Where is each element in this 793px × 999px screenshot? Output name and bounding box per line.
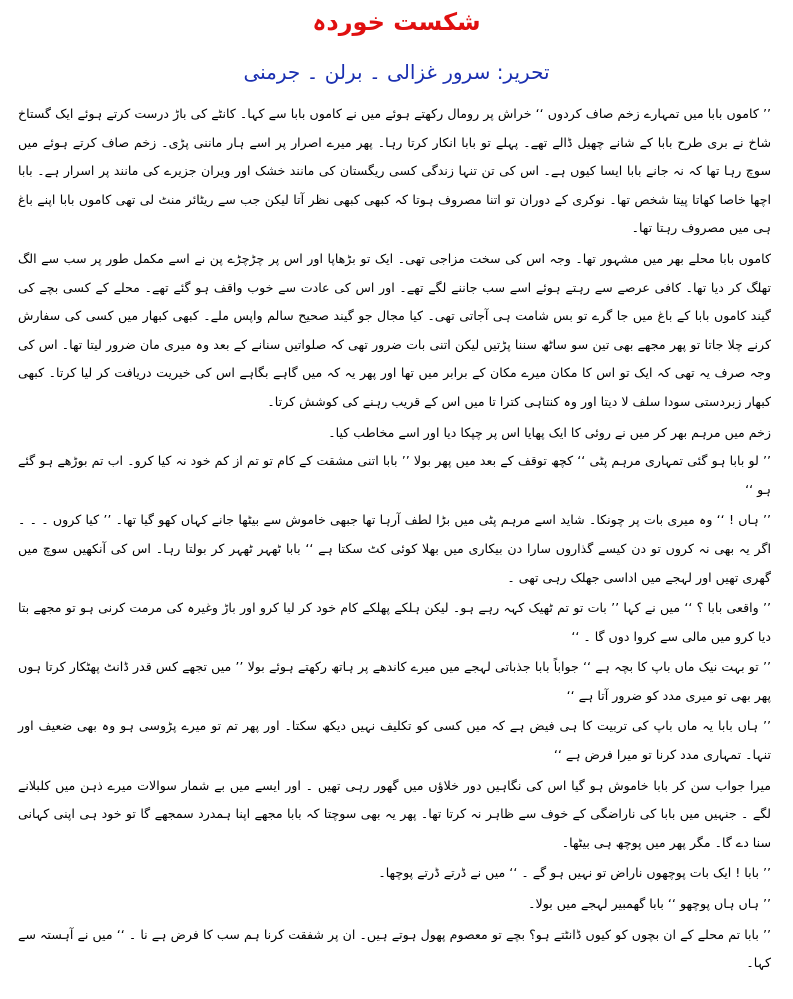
paragraph: ’’ ہاں ہاں پوچھو ‘‘ بابا گھمبیر لہجے میں بولا۔ — [528, 896, 771, 912]
paragraph: ’’ ہاں بابا یہ ماں باپ کی تربیت کا ہی فیض ہے کہ میں کسی کو تکلیف نہیں دیکھ سکتا۔ اور پھر تم تو میرے پڑوسی ہو وہ بھی ضعیف اور تنہا۔ تمہاری مدد کرنا تو میرا فرض ہے ‘‘ — [18, 718, 771, 763]
paragraph: میرا جواب سن کر بابا خاموش ہو گیا اس کی نگاہیں دور خلاؤں میں گھور رہی تھیں ۔ اور ایسے میں بے شمار سوالات میرے ذہن میں کلبلانے لگے ۔ جنہیں میں بابا کی ناراضگی کے خوف سے ظاہر نہ کرتا تھا۔ پھر یہ بھی سوچتا کہ بابا مجھے اپنا ہمدرد سمجھے گا تو خود ہی اپنی کہانی سنا دے گا۔ مگر پھر میں پوچھ ہی بیٹھا۔ — [18, 777, 771, 850]
paragraph: ’’ ہاں ! ‘‘ وہ میری بات پر چونکا۔ شاید اسے مرہم پٹی میں بڑا لطف آرہا تھا جبھی خاموش سے بیٹھا جانے کہاں کھو گیا تھا۔ ’’ کیا کروں ۔ ۔ ۔ اگر یہ بھی نہ کروں تو دن کیسے گذاروں سارا دن بیکاری میں بھلا کوئی کٹ سکتا ہے ‘‘ بابا ٹھہر ٹھہر کر بولتا رہا۔ اس کی آنکھیں سوچ میں گھری تھیں اور لہجے میں اداسی جھلک رہی تھی ۔ — [18, 512, 771, 585]
paragraph: ’’ لو بابا ہو گئی تمہاری مرہم پٹی ‘‘ کچھ توقف کے بعد میں پھر بولا ’’ بابا اتنی مشقت کے کام تو تم از کم خود نہ کیا کرو۔ اب تم بوڑھے ہو گئے ہو ‘‘ — [18, 453, 771, 497]
story-body — [18, 100, 771, 978]
paragraph: زخم میں مرہم بھر کر میں نے روئی کا ایک پھایا اس پر چپکا دیا اور اسے مخاطب کیا۔ — [328, 424, 771, 440]
paragraph: ’’ بابا ! ایک بات پوچھوں ناراض تو نہیں ہو گے ۔ ‘‘ میں نے ڈرتے ڈرتے پوچھا۔ — [378, 865, 771, 881]
paragraph: ’’ کاموں بابا میں تمہارے زخم صاف کردوں ‘‘ خراش پر رومال رکھتے ہوئے میں نے کاموں بابا سے کہا۔ کانٹے کی باڑ درست کرتے ہوئے ایک گستاخ شاخ نے بری طرح بابا کے شانے چھیل ڈالے تھے۔ پہلے تو بابا انکار کرتا رہا۔ پھر میرے اصرار پر اسے ہار ماننی پڑی۔ زخم صاف کرتے ہوئے میں سوچ رہا تھا کہ نہ جانے بابا ایسا کیوں ہے۔ اس کی تن تنہا زندگی کسی ریگستان کی مانند خشک اور ویران جزیرے کی مانند پر اسرار ہے۔ بابا اچھا خاصا کھاتا پیتا شخص تھا۔ نوکری کے دوران تو اتنا مصروف ہوتا کہ کبھی کبھی نظر آتا لیکن جب سے ریٹائر منٹ لی تھی کاموں بابا اپنے باغ ہی میں مصروف رہتا تھا۔ — [18, 106, 771, 236]
paragraph: ’’ بابا تم محلے کے ان بچوں کو کیوں ڈانٹتے ہو؟ بچے تو معصوم پھول ہوتے ہیں۔ ان پر شفقت کرنا ہم سب کا فرض ہے نا ۔ ‘‘ میں نے آہستہ سے کہا۔ — [18, 926, 771, 971]
story-title: شکست خوردہ — [312, 8, 481, 36]
author-byline: تحریر: سرور غزالی ۔ برلن ۔ جرمنی — [243, 60, 550, 84]
paragraph: ’’ تو بہت نیک ماں باپ کا بچہ ہے ‘‘ جواباً بابا جذباتی لہجے میں میرے کاندھے پر ہاتھ رکھتے ہوئے بولا ’’ میں تجھے کس قدر ڈانٹ پھٹکار کرتا ہوں پھر بھی تو میری مدد کو ضرور آتا ہے ‘‘ — [18, 659, 771, 703]
paragraph: ’’ واقعی بابا ؟ ‘‘ میں نے کہا ’’ بات تو تم ٹھیک کہہ رہے ہو۔ لیکن ہلکے پھلکے کام خود کر لیا کرو اور باڑ وغیرہ کی مرمت کرنی ہو تو مجھے بتا دیا کرو میں مالی سے کروا دوں گا ۔ ‘‘ — [18, 600, 771, 644]
paragraph: کاموں بابا محلے بھر میں مشہور تھا۔ وجہ اس کی سخت مزاجی تھی۔ ایک تو بڑھاپا اور اس پر چڑچڑے پن نے اسے مکمل طور پر سب سے الگ تھلگ کر دیا تھا۔ کافی عرصے سے رہتے ہوئے اسے سب جاننے لگے تھے۔ اور اس کی عادت سے خوب واقف ہو گئے تھے۔ محلے کے کسی بچے کی گیند کاموں بابا کے باغ میں جا گرے تو بس شامت ہی آجاتی تھی۔ کیا مجال جو گیند صحیح سالم واپس ملے۔ کبھی کبھار میں کسی کی سفارش کرنے چلا جاتا تو پھر مجھے بھی تین سو ساٹھ سننا پڑتیں لیکن اتنی بات ضرور تھی کہ صلواتیں سنانے کے بعد وہ میری مان ضرور لیتا تھا۔ اس کی وجہ صرف یہ تھی کہ ایک تو اس کا مکان میرے مکان کے برابر میں تھا اور پھر یہ کہ میں گاہے بگاہے اس کی خیریت دریافت کر لیا کرتا۔ کبھی کبھار زبردستی سودا سلف لا دیتا اور وہ کنتاہی کترا تا میں اس کے قریب رہنے کی کوشش کرتا۔ — [18, 250, 771, 409]
